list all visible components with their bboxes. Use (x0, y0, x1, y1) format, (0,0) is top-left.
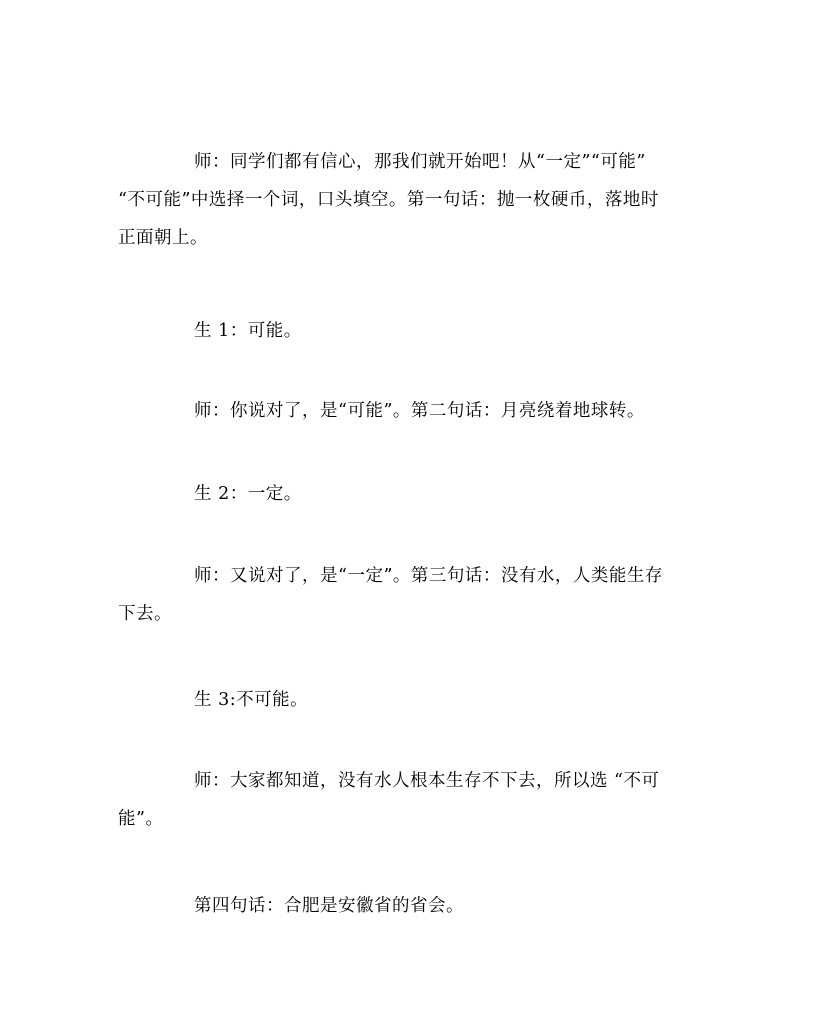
text-line: 正面朝上。 (118, 228, 208, 248)
text-line: 师：同学们都有信心，那我们就开始吧！从“一定”“可能” (194, 152, 646, 172)
text-line: 师：你说对了，是“可能”。第二句话：月亮绕着地球转。 (194, 401, 645, 421)
text-line: 师：又说对了，是“一定”。第三句话：没有水，人类能生存 (194, 566, 663, 586)
text-line: 第四句话：合肥是安徽省的省会。 (194, 896, 464, 916)
text-line: 生 1：可能。 (194, 321, 302, 341)
teacher-paragraph-4 (118, 762, 708, 838)
student-1-paragraph (118, 312, 708, 350)
text-line: 师：大家都知道，没有水人根本生存不下去，所以选 “不可 (194, 771, 660, 791)
question-4-paragraph (118, 887, 708, 925)
student-2-paragraph (118, 475, 708, 513)
teacher-paragraph-3 (118, 557, 708, 633)
text-line: 生 3:不可能。 (194, 690, 309, 710)
teacher-paragraph-2 (118, 392, 708, 430)
text-line: “不可能”中选择一个词，口头填空。第一句话：抛一枚硬币，落地时 (118, 190, 659, 210)
text-line: 能”。 (118, 809, 164, 829)
teacher-paragraph-1 (118, 143, 708, 257)
student-3-paragraph (118, 681, 708, 719)
text-line: 生 2：一定。 (194, 484, 302, 504)
text-line: 下去。 (118, 604, 172, 624)
